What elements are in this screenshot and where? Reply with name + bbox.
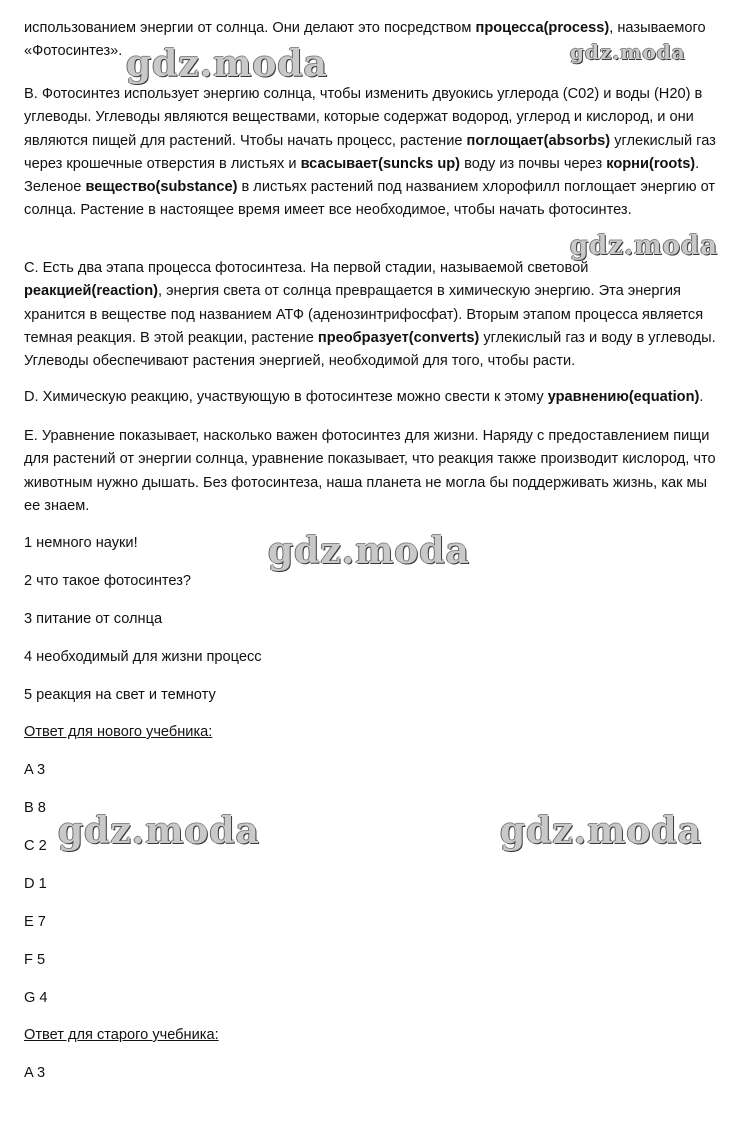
- key-term: вещество(substance): [85, 179, 238, 196]
- answers-old-title: Ответ для старого учебника:: [24, 1027, 219, 1043]
- answer-new-f: F 5: [24, 952, 46, 968]
- answer-new-a: A 3: [24, 762, 46, 778]
- watermark: gdz.moda: [570, 231, 719, 261]
- paragraph-d: D. Химическую реакцию, участвующую в фотосинтезе можно свести к этому уравнению(equation).: [24, 389, 704, 405]
- heading-option-3: 3 питание от солнца: [24, 611, 163, 627]
- watermark: gdz.moda: [126, 43, 328, 85]
- key-term: поглощает(absorbs): [466, 132, 611, 149]
- watermark: gdz.moda: [268, 530, 470, 572]
- watermark: gdz.moda: [58, 810, 260, 852]
- key-term: всасывает(suncks up): [300, 155, 461, 172]
- answer-new-g: G 4: [24, 990, 48, 1006]
- heading-option-4: 4 необходимый для жизни процесс: [24, 649, 262, 665]
- paragraph-e: E. Уравнение показывает, насколько важен фотосинтез для жизни. Наряду с предоставлением пищи для растений от энергии солнца, уравнение показывает, что реакция также производит кислород, что животным нужно дышать. Без фотосинтеза, наша планета не могла бы поддерживать жизнь, как мы ее знаем.: [24, 428, 716, 514]
- watermark: gdz.moda: [570, 40, 686, 64]
- answer-new-b: B 8: [24, 800, 46, 816]
- answer-new-c: C 2: [24, 838, 47, 854]
- key-term: уравнению(equation): [547, 389, 700, 405]
- key-term: преобразует(converts): [317, 329, 480, 346]
- answers-new-title: Ответ для нового учебника:: [24, 724, 213, 740]
- answer-new-e: E 7: [24, 914, 46, 930]
- heading-option-1: 1 немного науки!: [24, 535, 138, 551]
- paragraph-b: B. Фотосинтез использует энергию солнца, чтобы изменить двуокись углерода (C02) и воды (H20) в углеводы. Углеводы являются веществами, которые содержат водород, углерод и кислород, и они являются пищей для растений. Чтобы начать процесс, растение поглощает(absorbs) углекислый газ через крошечные отверстия в листьях и всасывает(suncks up) воду из почвы через корни(roots). Зеленое вещество(substance) в листьях растений под названием хлорофилл поглощает энергию от солнца. Растение в настоящее время имеет все необходимое, чтобы начать фотосинтез.: [24, 86, 716, 219]
- paragraph-intro: использованием энергии от солнца. Они делают это посредством процесса(process), называемого «Фотосинтез».: [24, 20, 706, 60]
- key-term: реакцией(reaction): [24, 283, 158, 300]
- key-term: процесса(process): [475, 20, 610, 36]
- watermark: gdz.moda: [500, 810, 702, 852]
- paragraph-c: C. Есть два этапа процесса фотосинтеза. На первой стадии, называемой световой реакцией(reaction), энергия света от солнца превращается в химическую энергию. Эта энергия хранится в веществе под названием АТФ (аденозинтрифосфат). Вторым этапом процесса является темная реакция. В этой реакции, растение преобразует(converts) углекислый газ и воду в углеводы. Углеводы обеспечивают растения энергией, необходимой для того, чтобы расти.: [24, 260, 716, 370]
- answer-new-d: D 1: [24, 876, 47, 892]
- answer-old-a: A 3: [24, 1065, 46, 1081]
- key-term: корни(roots): [606, 155, 696, 172]
- heading-option-5: 5 реакция на свет и темноту: [24, 687, 216, 703]
- heading-option-2: 2 что такое фотосинтез?: [24, 573, 192, 589]
